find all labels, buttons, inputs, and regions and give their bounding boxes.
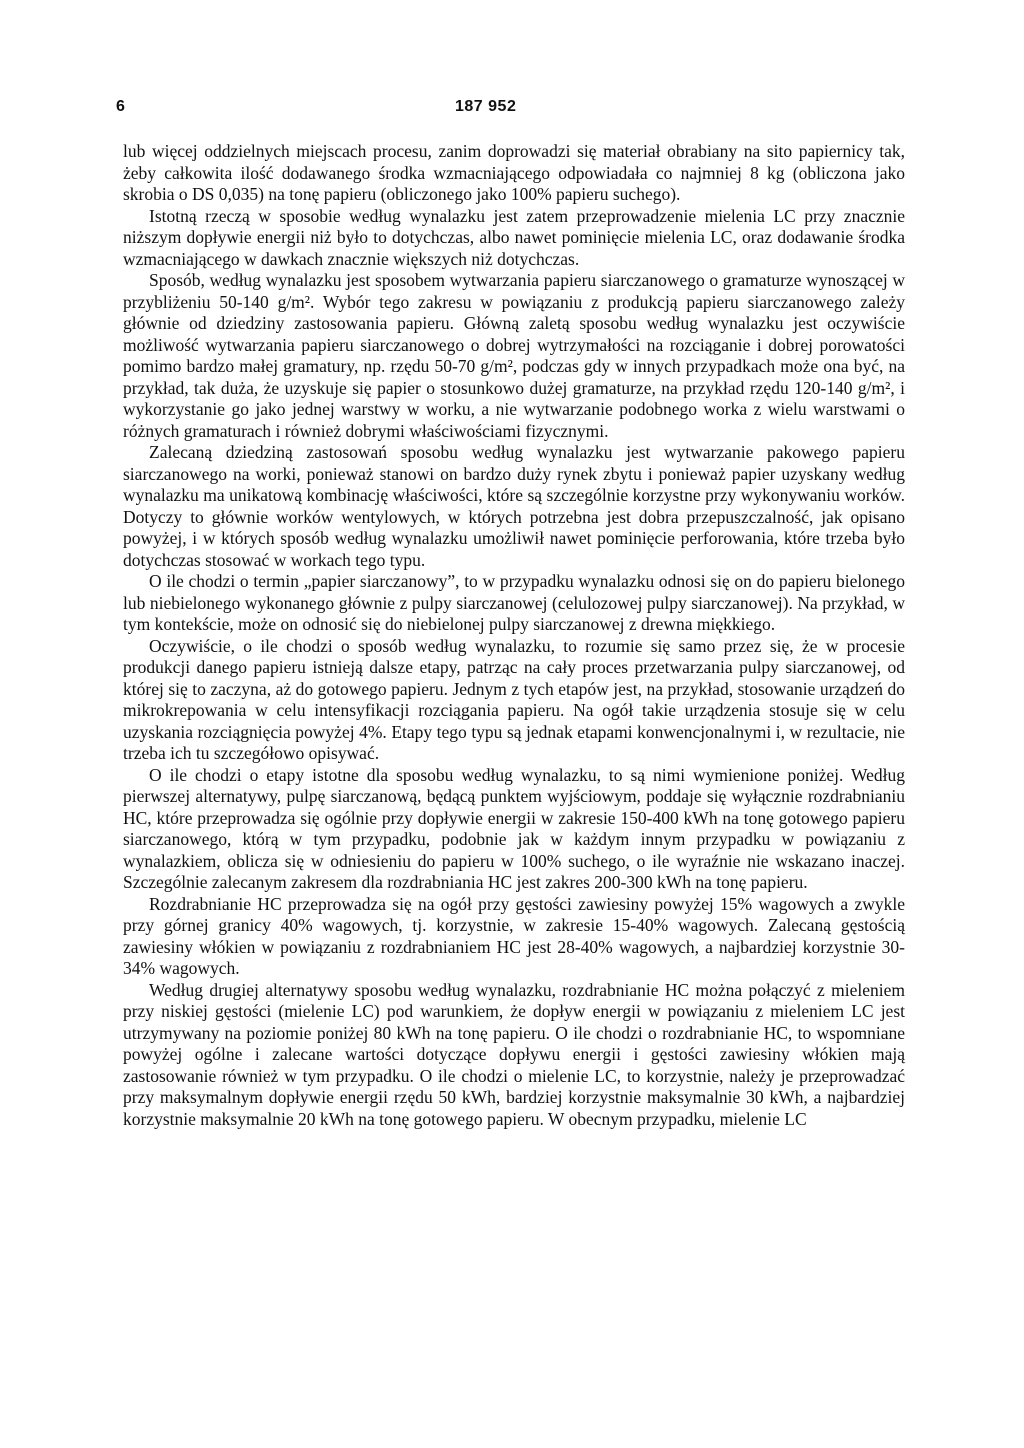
paragraph: lub więcej oddzielnych miejscach procesu, zanim doprowadzi się materiał obrabiany na sito papiernicy tak, żeby całkowita ilość dodawanego środka wzmacniającego odpowiadała co najmniej 8 kg (obliczona jako skrobia o DS 0,035) na tonę papieru (obliczonego jako 100% papieru suchego). [123,141,905,204]
paragraph: Istotną rzeczą w sposobie według wynalazku jest zatem przeprowadzenie mielenia LC przy znacznie niższym dopływie energii niż było to dotychczas, albo nawet pominięcie mielenia LC, oraz dodawanie środka wzmacniającego w dawkach znacznie większych niż dotychczas. [123,205,905,269]
paragraph: Rozdrabnianie HC przeprowadza się na ogół przy gęstości zawiesiny powyżej 15% wagowych a zwykle przy górnej granicy 40% wagowych, tj. korzystnie, w zakresie 15-40% wagowych. Zalecaną gęstością zawiesiny włókien w powiązaniu z rozdrabnianiem HC jest 28-40% wagowych, a najbardziej korzystnie 30-34% wagowych. [123,893,905,978]
paragraph: Zalecaną dziedziną zastosowań sposobu według wynalazku jest wytwarzanie pakowego papieru siarczanowego na worki, ponieważ stanowi on bardzo duży rynek zbytu i ponieważ papier uzyskany według wynalazku ma unikatową kombinację właściwości, które są szczególnie korzystne przy wykonywaniu worków. Dotyczy to głównie worków wentylowych, w których potrzebna jest dobra przepuszczalność, jak opisano powyżej, i w których sposób według wynalazku umożliwił nawet pominięcie perforowania, które trzeba było dotychczas stosować w workach tego typu. [123,442,905,570]
patent-number: 187 952 [455,98,517,115]
paragraph: O ile chodzi o termin „papier siarczanowy”, to w przypadku wynalazku odnosi się on do papieru bielonego lub niebielonego wykonanego głównie z pulpy siarczanowej (celulozowej pulpy siarczanowej). Na przykład, w tym kontekście, może on odnosić się do niebielonej pulpy siarczanowej z drewna miękkiego. [123,571,905,634]
paragraph: O ile chodzi o etapy istotne dla sposobu według wynalazku, to są nimi wymienione poniżej. Według pierwszej alternatywy, pulpę siarczanową, będącą punktem wyjściowym, poddaje się wyłącznie rozdrabnianiu HC, które przeprowadza się ogólnie przy dopływie energii w zakresie 150-400 kWh na tonę gotowego papieru siarczanowego, którą w tym przypadku, podobnie jak w każdym innym przypadku w powiązaniu z wynalazkiem, oblicza się w odniesieniu do papieru w 100% suchego, o ile wyraźnie nie wskazano inaczej. Szczególnie zalecanym zakresem dla rozdrabniania HC jest zakres 200-300 kWh na tonę papieru. [123,764,905,892]
page-number: 6 [116,98,125,115]
paragraph: Według drugiej alternatywy sposobu według wynalazku, rozdrabnianie HC można połączyć z mieleniem przy niskiej gęstości (mielenie LC) pod warunkiem, że dopływ energii w powiązaniu z mieleniem LC jest utrzymywany na poziomie poniżej 80 kWh na tonę papieru. O ile chodzi o rozdrabnianie HC, to wspomniane powyżej ogólne i zalecane wartości dotyczące dopływu energii i gęstości zawiesiny włókien mają zastosowanie również w tym przypadku. O ile chodzi o mielenie LC, to korzystnie, należy je przeprowadzać przy maksymalnym dopływie energii rzędu 50 kWh, bardziej korzystnie maksymalnie 30 kWh, a najbardziej korzystnie maksymalnie 20 kWh na tonę gotowego papieru. W obecnym przypadku, mielenie LC [123,979,905,1129]
page-header [116,98,906,122]
paragraph: Oczywiście, o ile chodzi o sposób według wynalazku, to rozumie się samo przez się, że w procesie produkcji danego papieru istnieją dalsze etapy, patrząc na cały proces przetwarzania pulpy siarczanowej, od której się to zaczyna, aż do gotowego papieru. Jednym z tych etapów jest, na przykład, stosowanie urządzeń do mikrokrepowania w celu intensyfikacji rozciągania papieru. Na ogół takie urządzenia stosuje się w celu uzyskania rozciągnięcia powyżej 4%. Etapy tego typu są jednak etapami konwencjonalnymi i, w rezultacie, nie trzeba ich tu szczegółowo opisywać. [123,635,905,763]
body-text [123,141,905,1130]
paragraph: Sposób, według wynalazku jest sposobem wytwarzania papieru siarczanowego o gramaturze wynoszącej w przybliżeniu 50-140 g/m². Wybór tego zakresu w powiązaniu z produkcją papieru siarczanowego zależy głównie od dziedziny zastosowania papieru. Główną zaletą sposobu według wynalazku jest oczywiście możliwość wytwarzania papieru siarczanowego o dobrej wytrzymałości na rozciąganie i dobrej porowatości pomimo bardzo małej gramatury, np. rzędu 50-70 g/m², podczas gdy w innych przypadkach może ona być, na przykład, tak duża, że uzyskuje się papier o stosunkowo dużej gramaturze, na przykład rzędu 120-140 g/m², i wykorzystanie go jako jednej warstwy w worku, a nie wytwarzanie podobnego worka z wielu warstwami o różnych gramaturach i również dobrymi właściwościami fizycznymi. [123,270,905,441]
